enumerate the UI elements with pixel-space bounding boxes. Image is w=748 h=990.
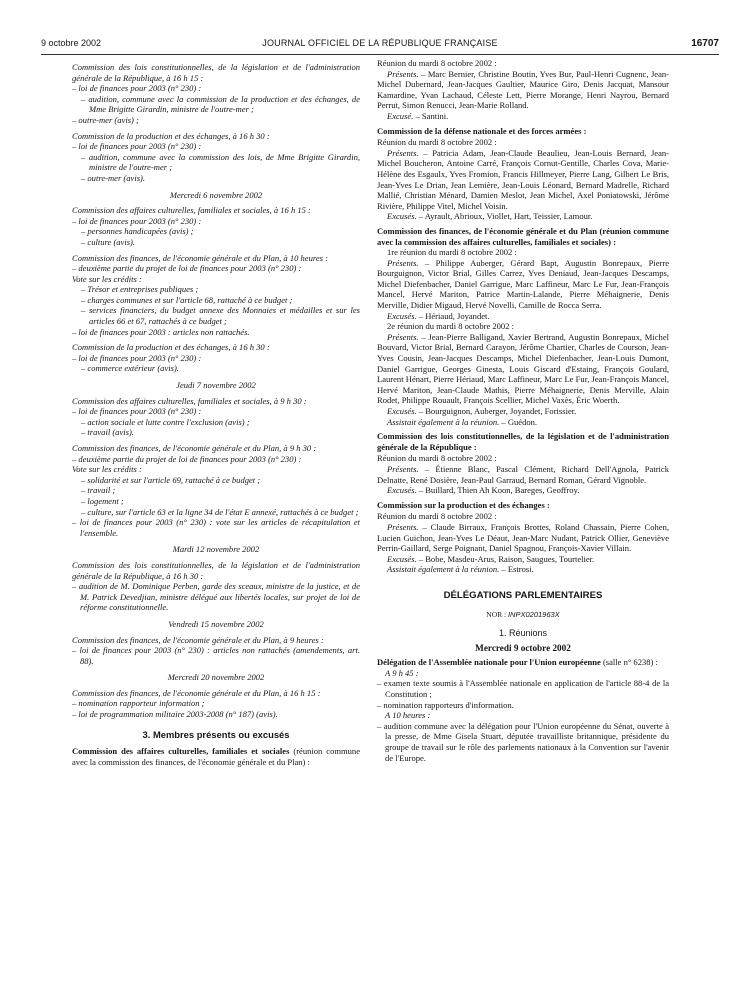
agenda-item: – loi de finances pour 2003 (n° 230) :: [72, 83, 202, 94]
right-column: [377, 57, 669, 763]
agenda-item: – logement ;: [81, 495, 124, 506]
attendance-text: – Bobe, Masdeu-Arus, Raison, Saugues, Tourtelier.: [416, 553, 595, 564]
excused-line: [377, 554, 669, 565]
committee-heading: Commission des finances, de l'économie générale et du Plan, à 10 heures :: [72, 252, 328, 263]
right-column-body: [377, 58, 669, 575]
attendance-text: – Santini.: [413, 110, 449, 121]
attendance-text: – Buillard, Thien Ah Koon, Bareges, Geoffroy.: [416, 485, 580, 496]
header-rule: [41, 54, 719, 55]
attendance-label: Présents.: [387, 463, 419, 474]
attendance-text: – Marc Bernier, Christine Boutin, Yves Bur, Paul-Henri Cugnenc, Jean-Michel Dubernard, Jean-Jacques Gaultier, Maurice Giro, Denis Jacquat, Mansour Kamardine, Yvan Lachaud, Céleste Lett, Pierre Morange, Henri Nayrou, Bernard Perrut, Simon Renucci, Jean-Marie Rolland.: [377, 68, 669, 111]
agenda-item: – audition, commune avec la commission des lois, de Mme Brigitte Girardin, ministre de l'outre-mer ;: [81, 151, 360, 173]
time-label: A 9 h 45 :: [385, 667, 419, 678]
agenda-item: – action sociale et lutte contre l'exclusion (avis) ;: [81, 416, 250, 427]
attendance-text: – Patricia Adam, Jean-Claude Beaulieu, Jean-Louis Bernard, Jean-Michel Boucheron, Antoine Carré, François Cornut-Gentille, Charles Cova, Marie-Hélène des Esgaulx, Yves Fromion, Francis Hillmeyer, Pierre Lang, Gilbert Le Bris, Jean-Yves Le Drian, Jean Lemière, Jean-Louis Léonard, Bernard Madrelle, Richard Mallié, Christian Ménard, Damien Meslot, Jean Michel, Axel Poniatowski, Jérôme Rivière, Philippe Vitel, Michel Voisin.: [377, 147, 669, 211]
committee-heading: Commission des lois constitutionnelles, de la législation et de l'administration générale de la République, à 16 h 15 :: [72, 62, 360, 83]
nor-reference: [377, 610, 669, 621]
delegations-title: DÉLÉGATIONS PARLEMENTAIRES: [443, 589, 603, 601]
attendance-text: – Étienne Blanc, Pascal Clément, Richard Dell'Agnola, Patrick Delnatte, René Dosière, Jean-Paul Garraud, Bernard Roman, Gérard Vignoble.: [377, 463, 669, 485]
excused-line: [377, 111, 669, 122]
attendance-line: [377, 247, 669, 258]
agenda-item: – examen texte soumis à l'Assemblée nationale en application de l'article 88-4 de la Constitution ;: [377, 678, 669, 700]
agenda-item: – charges communes et sur l'article 68, rattaché à ce budget ;: [81, 294, 293, 305]
agenda-item: – travail (avis).: [81, 427, 134, 438]
committee-heading: [377, 431, 669, 452]
excused-line: [377, 311, 669, 322]
agenda-item: – audition, commune avec la commission de la production et des échanges, de Mme Brigitte Girardin, ministre de l'outre-mer ;: [81, 93, 360, 115]
committee-name: Commission sur la production et des échanges :: [377, 499, 550, 510]
attendance-label: Excusés.: [387, 553, 417, 564]
meeting-line: Réunion du mardi 8 octobre 2002 :: [377, 453, 497, 464]
excused-line: [377, 406, 669, 417]
agenda-item: – solidarité et sur l'article 69, rattaché à ce budget ;: [81, 474, 261, 485]
attendance-label: Présents.: [387, 147, 419, 158]
committee-heading: Commission des finances, de l'économie générale et du Plan, à 9 h 30 :: [72, 443, 317, 453]
attendance-label: Excusé.: [387, 110, 414, 121]
date-heading: Mercredi 20 novembre 2002: [167, 672, 265, 683]
delegation-body-rest: (salle n° 6238) :: [600, 657, 658, 668]
attendance-label: Présents.: [387, 331, 419, 342]
nor-code: INPX0201963X: [507, 609, 560, 619]
agenda-item: – commerce extérieur (avis).: [81, 363, 179, 374]
attendance-text: – Guédon.: [499, 416, 538, 427]
committee-heading: Commission des lois constitutionnelles, de la législation et de l'administration générale de la République, à 16 h 30 :: [72, 559, 360, 581]
agenda-item: – Trésor et entreprises publiques ;: [81, 284, 199, 295]
agenda-item: – deuxième partie du projet de loi de finances pour 2003 (n° 230) :: [72, 263, 302, 274]
page-number: 16707: [691, 38, 719, 49]
agenda-item: – deuxième partie du projet de loi de finances pour 2003 (n° 230) :: [72, 453, 302, 464]
date-heading: Vendredi 15 novembre 2002: [168, 618, 264, 629]
agenda-item: – audition commune avec la délégation pour l'Union européenne du Sénat, ouverte à la presse, de Mme Gisela Stuart, députée travailliste britannique, présidente du groupe de travail sur le rôle des parlements nationaux à la Convention sur l'avenir de l'Europe.: [377, 720, 669, 763]
journal-title: JOURNAL OFFICIEL DE LA RÉPUBLIQUE FRANÇAISE: [262, 38, 498, 48]
committee-heading: Commission des affaires culturelles, familiales et sociales, à 9 h 30 :: [72, 395, 307, 406]
committee-note: (réunion commune avec la commission des affaires culturelles, familiales et sociales) :: [377, 225, 669, 247]
committee-heading: Commission de la production et des échanges, à 16 h 30 :: [72, 130, 270, 141]
committee-heading: [377, 226, 669, 247]
attendance-text: – Ayrault, Abrioux, Viollet, Hart, Teissier, Lamour.: [416, 211, 593, 222]
header-date: 9 octobre 2002: [41, 38, 102, 48]
attendance-line: [377, 148, 669, 212]
agenda-item: Vote sur les crédits :: [72, 464, 142, 475]
attendance-text: 2e réunion du mardi 8 octobre 2002 :: [387, 321, 514, 332]
attendance-text: – Claude Birraux, François Brottes, Roland Chassain, Pierre Cohen, Lucien Guichon, Jean-Yves Le Déaut, Jean-Marc Nudant, Patrick Ollier, Geneviève Perrin-Gaillard, Serge Poignant, Daniel Spagnou, François-Xavier Villain.: [377, 521, 669, 554]
excused-line: [377, 564, 669, 575]
committee-heading: Commission des finances, de l'économie générale et du Plan, à 16 h 15 :: [72, 687, 321, 698]
attendance-line: [377, 522, 669, 554]
page-header: [41, 38, 719, 52]
attendance-line: [377, 69, 669, 111]
delegation-body-bold: Délégation de l'Assemblée nationale pour l'Union européenne: [377, 657, 601, 668]
excused-line: [377, 211, 669, 222]
attendance-label: Présents.: [387, 257, 419, 268]
agenda-item: – loi de finances pour 2003 (n° 230) :: [72, 141, 202, 152]
committee-heading: [377, 126, 669, 137]
date-heading: Mercredi 6 novembre 2002: [169, 189, 263, 200]
delegation-date: Mercredi 9 octobre 2002: [475, 642, 571, 653]
time-label: A 10 heures :: [385, 710, 431, 721]
attendance-text: 1re réunion du mardi 8 octobre 2002 :: [387, 247, 517, 258]
agenda-item: – personnes handicapées (avis) ;: [81, 226, 194, 237]
nor-label: NOR :: [486, 609, 508, 619]
agenda-item: – culture (avis).: [81, 236, 136, 247]
attendance-label: Excusés.: [387, 310, 417, 321]
members-intro-rest: (réunion commune avec la commission des finances, de l'économie générale et du Plan) :: [72, 746, 360, 767]
attendance-label: Excusés.: [387, 485, 417, 496]
committee-name: Commission des lois constitutionnelles, de la législation et de l'administration générale de la République :: [377, 431, 669, 452]
attendance-label: Présents.: [387, 68, 419, 79]
excused-line: [377, 485, 669, 496]
members-intro-bold: Commission des affaires culturelles, familiales et sociales: [72, 746, 290, 757]
attendance-line: [377, 332, 669, 406]
attendance-line: [377, 321, 669, 332]
attendance-text: – Bourguignon, Auberger, Joyandet, Forissier.: [416, 406, 577, 416]
attendance-label: Excusés.: [387, 211, 417, 222]
committee-heading: [377, 500, 669, 511]
agenda-item: – nomination rapporteurs d'information.: [377, 699, 514, 710]
date-heading: Mardi 12 novembre 2002: [172, 544, 260, 555]
agenda-item: – culture, sur l'article 63 et la ligne 34 de l'état E annexé, rattachés à ce budget ;: [81, 506, 359, 517]
agenda-item: – loi de finances pour 2003 (n° 230) :: [72, 215, 202, 226]
members-section-intro: [72, 746, 360, 767]
attendance-label: Assistait également à la réunion.: [387, 416, 500, 427]
attendance-label: Présents.: [387, 521, 419, 532]
attendance-line: [377, 258, 669, 311]
attendance-text: – Estrosi.: [499, 564, 534, 575]
agenda-item: – loi de finances pour 2003 (n° 230) : articles non rattachés (amendements, art. 88).: [72, 645, 360, 666]
agenda-item: – nomination rapporteur information ;: [72, 698, 205, 709]
agenda-item: – travail ;: [81, 485, 116, 496]
agenda-item: – outre-mer (avis).: [81, 172, 146, 183]
committee-heading: Commission des finances, de l'économie générale et du Plan, à 9 heures :: [72, 634, 324, 645]
meeting-line: Réunion du mardi 8 octobre 2002 :: [377, 58, 497, 68]
attendance-text: – Hériaud, Joyandet.: [416, 310, 490, 321]
committee-name: Commission de la défense nationale et des forces armées :: [377, 125, 587, 136]
left-column-body: [72, 62, 360, 720]
meeting-line: Réunion du mardi 8 octobre 2002 :: [377, 137, 497, 148]
members-section-title: 3. Membres présents ou excusés: [142, 728, 290, 740]
committee-heading: Commission des affaires culturelles, familiales et sociales, à 16 h 15 :: [72, 205, 311, 216]
agenda-item: – outre-mer (avis) ;: [72, 114, 139, 125]
committee-heading: Commission de la production et des échanges, à 16 h 30 :: [72, 342, 270, 353]
agenda-item: – audition de M. Dominique Perben, garde des sceaux, ministre de la justice, et de M. Patrick Devedjian, ministre délégué aux libertés locales, sur projet de loi de réforme constitutionnelle.: [72, 581, 360, 613]
agenda-item: Vote sur les crédits :: [72, 273, 142, 284]
attendance-label: Excusés.: [387, 406, 417, 416]
committee-name: Commission des finances, de l'économie générale et du Plan: [377, 225, 598, 236]
delegation-items: [377, 668, 669, 763]
attendance-line: [377, 464, 669, 485]
attendance-text: – Jean-Pierre Balligand, Xavier Bertrand, Augustin Bonrepaux, Michel Bouvard, Victor Brial, Bernard Carayon, Jérôme Chartier, Charles de Courson, Jean-Yves Cousin, Jean-Jacques Descamps, Michel Diefenbacher, Jean-Louis Dumont, Daniel Garrigue, Georges Ginesta, Louis Giscard d'Estaing, François Goulard, Laurent Hénart, Pierre Hériaud, Marc Laffineur, Marc Le Fur, Jean-François Mancel, Hervé Mariton, Jean-Claude Mathis, Pierre Méhaignerie, Denis Merville, Alain Rodet, Philippe Rouault, François Scellier, Michel Vaxès, Éric Woerth.: [377, 331, 669, 406]
agenda-item: – services financiers, du budget annexe des Monnaies et médailles et sur les articles 66 et 67, rattachés à ce budget ;: [81, 305, 360, 327]
delegation-body: [377, 657, 669, 668]
attendance-label: Assistait également à la réunion.: [387, 564, 500, 575]
agenda-item: – loi de programmation militaire 2003-2008 (n° 187) (avis).: [72, 709, 278, 720]
reunions-subsection: 1. Réunions: [498, 628, 548, 639]
agenda-item: – loi de finances pour 2003 : articles non rattachés.: [72, 326, 250, 337]
left-column: [72, 57, 360, 767]
agenda-item: – loi de finances pour 2003 (n° 230) : vote sur les articles de récapitulation et l'ensemble.: [72, 517, 360, 538]
agenda-item: – loi de finances pour 2003 (n° 230) :: [72, 406, 202, 417]
excused-line: [377, 417, 669, 428]
date-heading: Jeudi 7 novembre 2002: [176, 380, 256, 391]
attendance-text: – Philippe Auberger, Gérard Bapt, Augustin Bonrepaux, Pierre Bourguignon, Victor Brial, Gilles Carrez, Yves Deniaud, Jean-Jacques Descamps, Michel Diefenbacher, Daniel Garrigue, Marc Laffineur, Marc Le Fur, Jean-François Mancel, Hervé Mariton, Patrice Martin-Lalande, Pierre Méhaignerie, Denis Merville, Didier Migaud, Hervé Novelli, Camille de Rocca Serra.: [377, 257, 669, 311]
meeting-line: Réunion du mardi 8 octobre 2002 :: [377, 511, 497, 522]
agenda-item: – loi de finances pour 2003 (n° 230) :: [72, 352, 202, 363]
